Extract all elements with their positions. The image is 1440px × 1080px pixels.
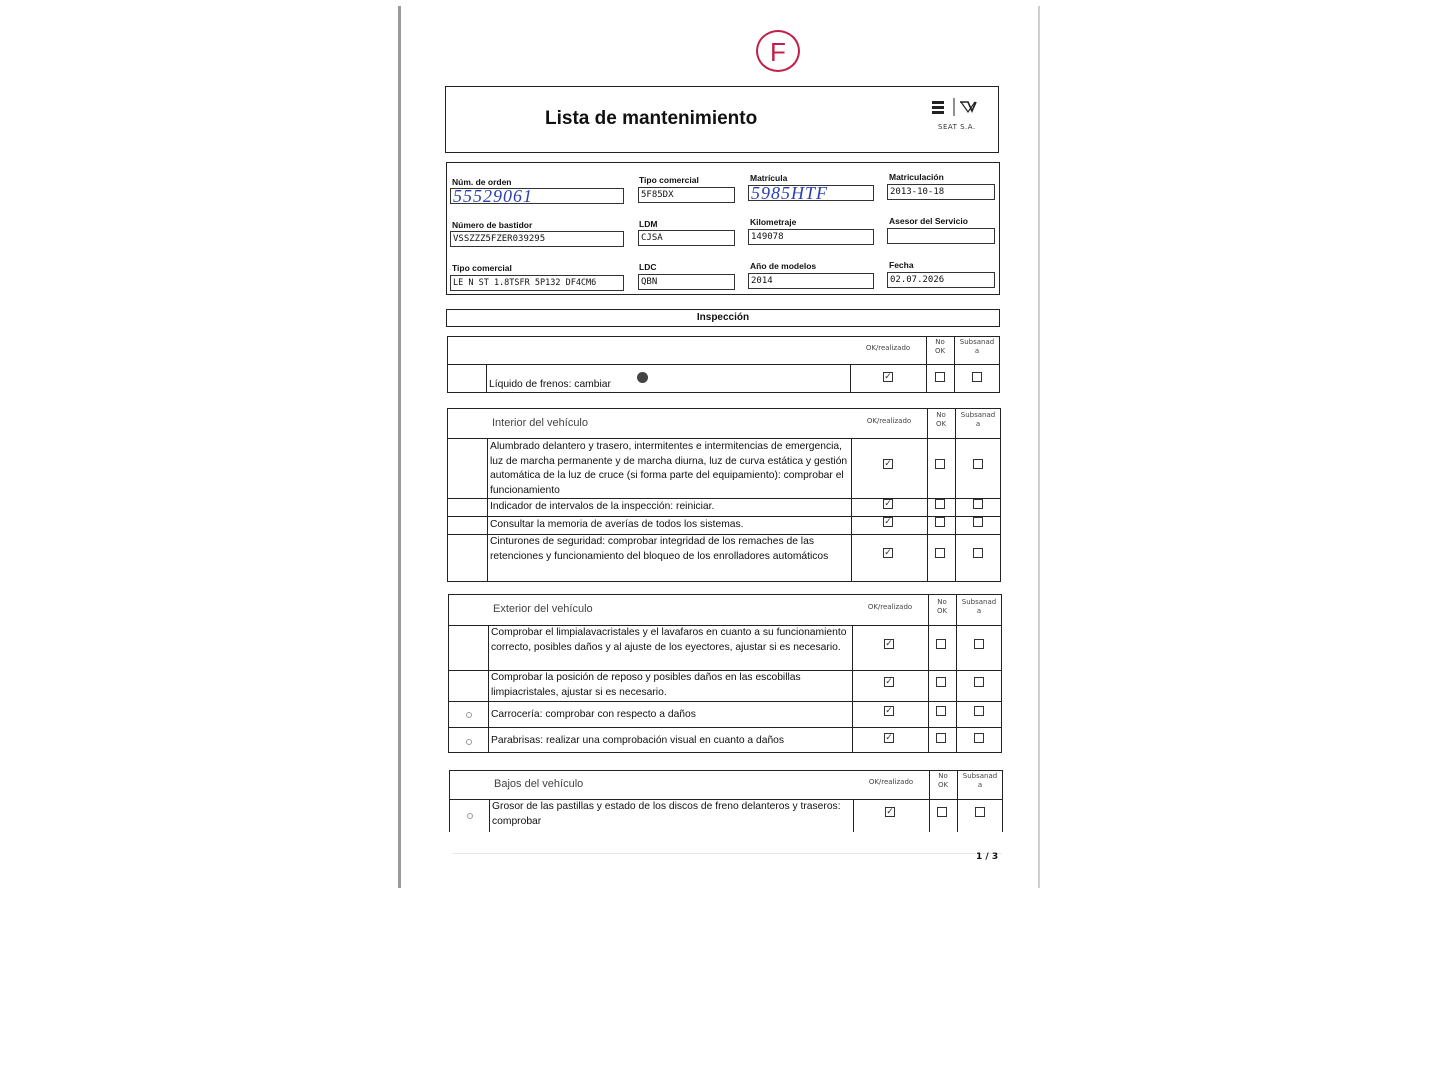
item-text: Consultar la memoria de averías de todos los sistemas. xyxy=(490,519,744,530)
no-ok-checkbox[interactable] xyxy=(936,677,946,687)
item-text: Cinturones de seguridad: comprobar integridad de los remaches de las retenciones y funcionamiento del bloqueo de los enrolladores automáticos xyxy=(490,536,829,562)
anio-field[interactable]: 2014 xyxy=(748,273,874,289)
order-label: Núm. de orden xyxy=(452,177,512,187)
subsanado-checkbox[interactable] xyxy=(974,677,984,687)
pin-icon xyxy=(467,813,473,819)
col-subsanado-header: Subsanad a xyxy=(962,772,998,789)
item-text: Parabrisas: realizar una comprobación visual en cuanto a daños xyxy=(491,735,785,746)
subsanado-checkbox[interactable] xyxy=(974,639,984,649)
warning-dot-icon xyxy=(637,372,648,383)
item-text: Comprobar el limpialavacristales y el lavafaros en cuanto a su funcionamiento correcto, posibles daños y al ajuste de los eyectores, ajustar si es necesario. xyxy=(491,627,847,653)
tipo-comercial-field[interactable]: 5F85DX xyxy=(638,187,735,203)
no-ok-checkbox[interactable] xyxy=(935,499,945,509)
subsanado-checkbox[interactable] xyxy=(973,548,983,558)
col-no-ok-header: No OK xyxy=(934,338,946,355)
col-no-ok-header: No OK xyxy=(936,598,948,615)
handwritten-f-mark: F xyxy=(756,30,800,72)
asesor-label: Asesor del Servicio xyxy=(889,216,968,226)
item-text: Carrocería: comprobar con respecto a daños xyxy=(491,709,696,720)
section-title: Bajos del vehículo xyxy=(494,778,584,790)
ldc-label: LDC xyxy=(639,262,657,272)
ok-checkbox[interactable]: ✓ xyxy=(884,372,892,382)
kilometraje-label: Kilometraje xyxy=(750,217,797,227)
no-ok-checkbox[interactable] xyxy=(936,733,946,743)
tipo-comercial-2-label: Tipo comercial xyxy=(452,263,512,273)
subsanado-checkbox[interactable] xyxy=(973,517,983,527)
brand-name: SEAT S.A. xyxy=(938,123,976,131)
item-text: Líquido de frenos: cambiar xyxy=(489,379,611,390)
section-title: Interior del vehículo xyxy=(492,417,588,429)
ok-checkbox[interactable]: ✓ xyxy=(884,499,892,509)
ok-checkbox[interactable]: ✓ xyxy=(885,706,893,716)
bastidor-field[interactable]: VSSZZZ5FZER039295 xyxy=(450,231,624,247)
no-ok-checkbox[interactable] xyxy=(935,459,945,469)
ldm-label: LDM xyxy=(639,219,658,229)
matricula-label: Matrícula xyxy=(750,173,788,183)
tipo-comercial-label: Tipo comercial xyxy=(639,175,699,185)
col-subsanado-header: Subsanad a xyxy=(960,411,996,428)
fecha-field[interactable]: 02.07.2026 xyxy=(887,272,995,288)
col-subsanado-header: Subsanad a xyxy=(959,338,995,355)
ok-checkbox[interactable]: ✓ xyxy=(886,807,894,817)
item-text: Comprobar la posición de reposo y posibles daños en las escobillas limpiacristales, ajustar si es necesario. xyxy=(491,672,801,698)
item-text: Indicador de intervalos de la inspección: reiniciar. xyxy=(490,501,715,512)
col-ok-header: OK/realizado xyxy=(867,603,913,611)
no-ok-checkbox[interactable] xyxy=(937,807,947,817)
subsanado-checkbox[interactable] xyxy=(974,706,984,716)
col-subsanado-header: Subsanad a xyxy=(961,598,997,615)
pin-icon xyxy=(466,712,472,718)
matriculacion-label: Matriculación xyxy=(889,172,944,182)
item-text: Alumbrado delantero y trasero, intermitentes e intermitencias de emergencia, luz de marcha permanente y de marcha diurna, luz de curva estática y gestión automática de la luz de cruce (si forma parte del equipamiento): comprobar el funcionamiento xyxy=(490,441,848,496)
page-title: Lista de mantenimiento xyxy=(545,108,758,129)
matricula-field[interactable]: 5985HTF xyxy=(748,185,874,201)
pin-icon xyxy=(466,739,472,745)
ok-checkbox[interactable]: ✓ xyxy=(884,517,892,527)
ok-checkbox[interactable]: ✓ xyxy=(885,733,893,743)
no-ok-checkbox[interactable] xyxy=(935,372,945,382)
inspection-title: Inspección xyxy=(446,309,1000,327)
no-ok-checkbox[interactable] xyxy=(935,517,945,527)
matriculacion-field[interactable]: 2013-10-18 xyxy=(887,184,995,200)
anio-label: Año de modelos xyxy=(750,261,817,271)
subsanado-checkbox[interactable] xyxy=(973,499,983,509)
no-ok-checkbox[interactable] xyxy=(936,639,946,649)
asesor-field[interactable] xyxy=(887,228,995,244)
ok-checkbox[interactable]: ✓ xyxy=(885,677,893,687)
ok-checkbox[interactable]: ✓ xyxy=(885,639,893,649)
tipo-comercial-2-field[interactable]: LE N ST 1.8TSFR 5P132 DF4CM6 xyxy=(450,275,624,291)
page-number: 1 / 3 xyxy=(976,852,999,862)
ok-checkbox[interactable]: ✓ xyxy=(884,459,892,469)
no-ok-checkbox[interactable] xyxy=(935,548,945,558)
col-ok-header: OK/realizado xyxy=(868,778,914,786)
kilometraje-field[interactable]: 149078 xyxy=(748,229,874,245)
subsanado-checkbox[interactable] xyxy=(974,733,984,743)
subsanado-checkbox[interactable] xyxy=(973,459,983,469)
ldc-field[interactable]: QBN xyxy=(638,274,735,290)
item-text: Grosor de las pastillas y estado de los discos de freno delanteros y traseros: comprobar xyxy=(492,801,841,827)
ldm-field[interactable]: CJSA xyxy=(638,230,735,246)
fecha-label: Fecha xyxy=(889,260,914,270)
footer-rule xyxy=(452,853,1002,854)
section-title: Exterior del vehículo xyxy=(493,603,593,615)
ok-checkbox[interactable]: ✓ xyxy=(884,548,892,558)
col-no-ok-header: No OK xyxy=(935,411,947,428)
col-ok-header: OK/realizado xyxy=(865,344,911,352)
subsanado-checkbox[interactable] xyxy=(975,807,985,817)
bastidor-label: Número de bastidor xyxy=(452,220,533,230)
order-field[interactable]: 55529061 xyxy=(450,188,624,204)
no-ok-checkbox[interactable] xyxy=(936,706,946,716)
seat-cupra-logo-icon xyxy=(930,97,978,117)
col-ok-header: OK/realizado xyxy=(866,417,912,425)
subsanado-checkbox[interactable] xyxy=(972,372,982,382)
col-no-ok-header: No OK xyxy=(937,772,949,789)
